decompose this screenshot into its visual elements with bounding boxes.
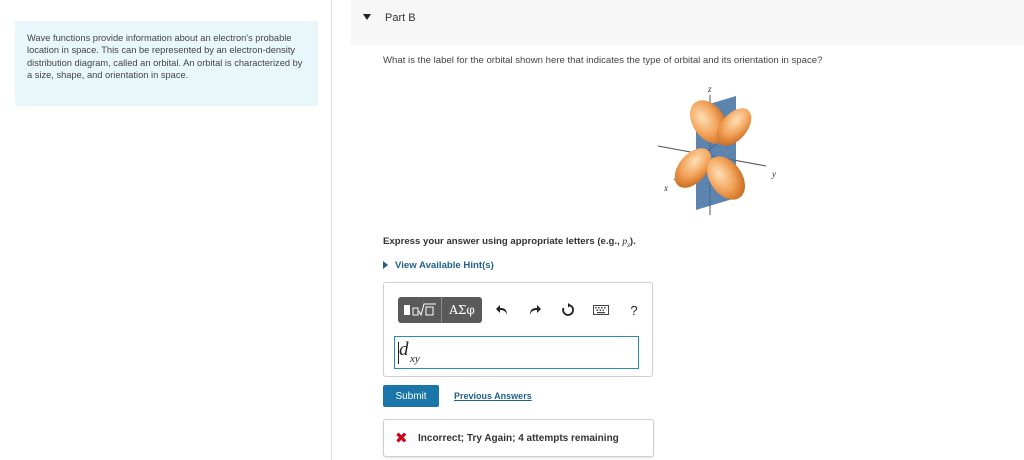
orbital-diagram [646, 80, 796, 220]
reset-button[interactable] [555, 297, 581, 323]
x-axis-label: x [664, 183, 668, 193]
intro-text: Wave functions provide information about an electron's probable location in space. This can be represented by an electron-density distribution diagram, called an orbital. An orbital is characterized by a size, shape, and orientation in space. [27, 33, 303, 81]
instruction-prefix: Express your answer using appropriate letters (e.g., [383, 236, 623, 247]
z-axis-label: z [708, 84, 712, 94]
x-mark-icon: ✖ [395, 429, 408, 447]
math-toolbar [398, 297, 647, 323]
reset-icon [561, 303, 575, 317]
feedback-text: Incorrect; Try Again; 4 attempts remaining [418, 433, 619, 444]
hint-label: View Available Hint(s) [395, 260, 494, 271]
answer-input[interactable] [394, 336, 639, 369]
question-text: What is the label for the orbital shown here that indicates the type of orbital and its orientation in space? [383, 55, 823, 66]
view-hints-toggle[interactable] [383, 260, 494, 271]
templates-button[interactable] [398, 297, 442, 323]
keyboard-button[interactable] [588, 297, 614, 323]
y-axis-label: y [772, 169, 776, 179]
greek-letters-icon: ΑΣφ [449, 303, 475, 317]
templates-icon [403, 302, 437, 318]
feedback-box [383, 419, 654, 457]
help-icon: ? [630, 302, 638, 318]
answer-subscript: xy [410, 353, 420, 365]
instruction-suffix: ). [629, 236, 636, 247]
keyboard-icon [593, 305, 609, 315]
undo-button[interactable] [489, 297, 515, 323]
submit-button[interactable]: Submit [383, 385, 439, 407]
part-title: Part B [385, 12, 416, 24]
help-button[interactable] [621, 297, 647, 323]
redo-button[interactable] [522, 297, 548, 323]
undo-icon [495, 304, 509, 316]
answer-panel [383, 282, 653, 377]
caret-right-icon [383, 261, 388, 269]
greek-letters-button[interactable] [442, 297, 482, 323]
column-divider [331, 0, 332, 460]
collapse-caret-icon[interactable] [363, 14, 371, 20]
part-header[interactable] [351, 0, 1024, 45]
previous-answers-link[interactable]: Previous Answers [454, 391, 532, 401]
answer-main: d [399, 339, 409, 360]
example-sub: z [627, 240, 630, 249]
answer-instruction [383, 236, 636, 249]
redo-icon [528, 304, 542, 316]
intro-info-box [15, 21, 318, 106]
example-p: p [622, 236, 628, 247]
